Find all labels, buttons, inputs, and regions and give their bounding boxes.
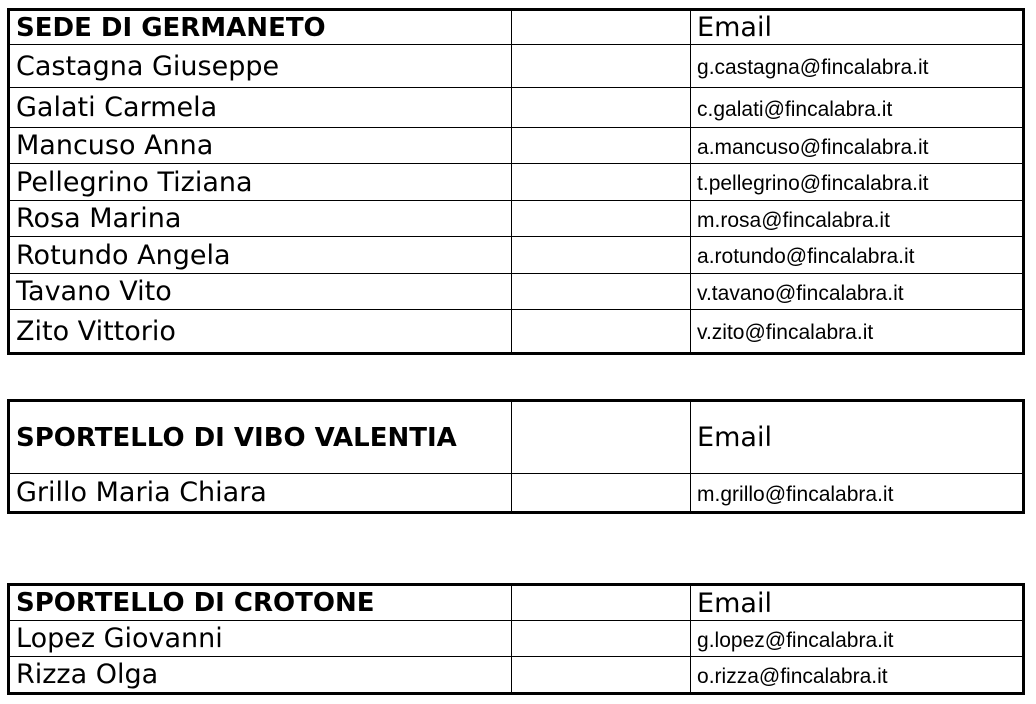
contact-email: m.grillo@fincalabra.it xyxy=(691,474,1024,513)
section-title: SPORTELLO DI CROTONE xyxy=(9,585,512,621)
empty-cell xyxy=(512,585,691,621)
empty-cell xyxy=(512,274,691,310)
email-column-header: Email xyxy=(691,585,1024,621)
table-row xyxy=(9,164,1024,201)
contact-name: Lopez Giovanni xyxy=(9,621,512,657)
contact-email: o.rizza@fincalabra.it xyxy=(691,657,1024,694)
contact-name: Pellegrino Tiziana xyxy=(9,164,512,201)
table-row xyxy=(9,88,1024,128)
contact-name: Rotundo Angela xyxy=(9,237,512,274)
empty-cell xyxy=(512,10,691,45)
email-column-header: Email xyxy=(691,10,1024,45)
table-row xyxy=(9,128,1024,164)
empty-cell xyxy=(512,88,691,128)
table-row xyxy=(9,45,1024,88)
contact-name: Tavano Vito xyxy=(9,274,512,310)
table-row xyxy=(9,474,1024,513)
table-header-row xyxy=(9,585,1024,621)
contact-name: Grillo Maria Chiara xyxy=(9,474,512,513)
empty-cell xyxy=(512,621,691,657)
contact-name: Zito Vittorio xyxy=(9,310,512,354)
contact-email: v.zito@fincalabra.it xyxy=(691,310,1024,354)
contact-email: c.galati@fincalabra.it xyxy=(691,88,1024,128)
table-row xyxy=(9,237,1024,274)
email-column-header: Email xyxy=(691,401,1024,474)
empty-cell xyxy=(512,310,691,354)
table-row xyxy=(9,621,1024,657)
contact-name: Mancuso Anna xyxy=(9,128,512,164)
empty-cell xyxy=(512,128,691,164)
section-title: SPORTELLO DI VIBO VALENTIA xyxy=(9,401,512,474)
table-row xyxy=(9,310,1024,354)
empty-cell xyxy=(512,474,691,513)
contact-name: Rizza Olga xyxy=(9,657,512,694)
vibo-valentia-contacts-table xyxy=(7,399,1025,514)
empty-cell xyxy=(512,45,691,88)
empty-cell xyxy=(512,201,691,237)
table-row xyxy=(9,657,1024,694)
germaneto-contacts-table xyxy=(7,8,1025,355)
contact-email: g.castagna@fincalabra.it xyxy=(691,45,1024,88)
contact-email: a.mancuso@fincalabra.it xyxy=(691,128,1024,164)
contact-email: m.rosa@fincalabra.it xyxy=(691,201,1024,237)
contact-email: a.rotundo@fincalabra.it xyxy=(691,237,1024,274)
table-header-row xyxy=(9,401,1024,474)
contact-email: g.lopez@fincalabra.it xyxy=(691,621,1024,657)
contact-name: Rosa Marina xyxy=(9,201,512,237)
contact-name: Castagna Giuseppe xyxy=(9,45,512,88)
contact-name: Galati Carmela xyxy=(9,88,512,128)
crotone-contacts-table xyxy=(7,583,1025,695)
section-title: SEDE DI GERMANETO xyxy=(9,10,512,45)
table-row xyxy=(9,201,1024,237)
contact-email: v.tavano@fincalabra.it xyxy=(691,274,1024,310)
contact-email: t.pellegrino@fincalabra.it xyxy=(691,164,1024,201)
empty-cell xyxy=(512,237,691,274)
empty-cell xyxy=(512,164,691,201)
empty-cell xyxy=(512,657,691,694)
table-row xyxy=(9,274,1024,310)
table-header-row xyxy=(9,10,1024,45)
empty-cell xyxy=(512,401,691,474)
